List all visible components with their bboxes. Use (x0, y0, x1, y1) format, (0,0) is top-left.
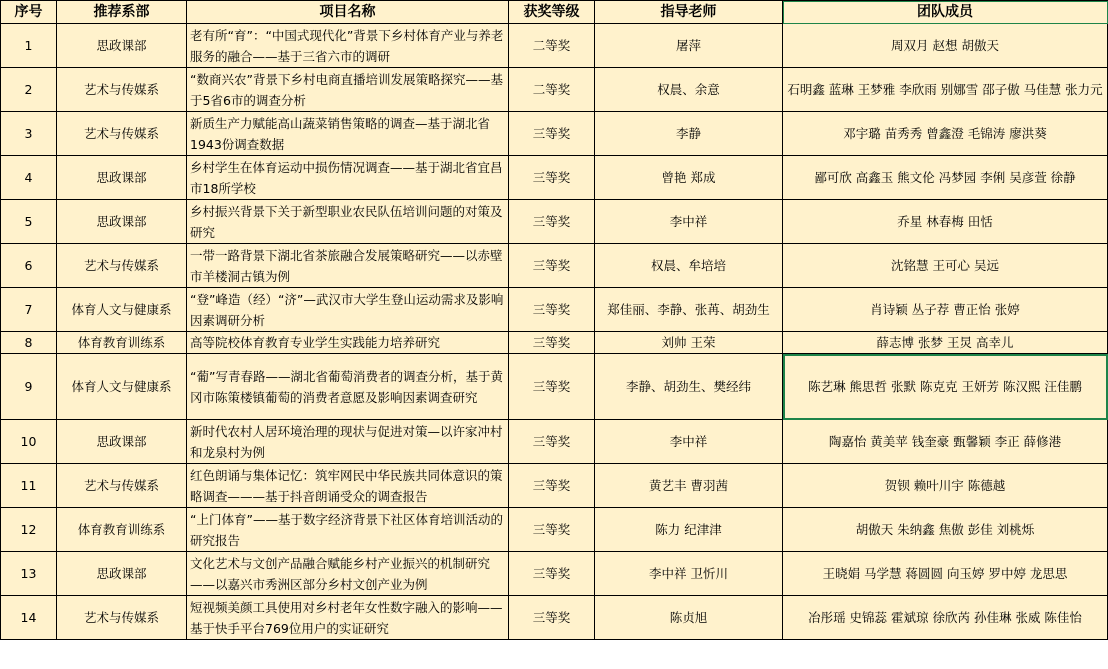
cell-title[interactable]: “登”峰造（经）“济”—武汉市大学生登山运动需求及影响因素调研分析 (187, 288, 509, 332)
cell-title[interactable]: 新时代农村人居环境治理的现状与促进对策—以许家冲村和龙泉村为例 (187, 420, 509, 464)
cell-dept[interactable]: 艺术与传媒系 (57, 244, 187, 288)
cell-award[interactable]: 三等奖 (509, 464, 595, 508)
cell-members[interactable]: 石明鑫 蓝琳 王梦雅 李欣雨 别娜雪 邵子傲 马佳慧 张力元 (783, 68, 1108, 112)
cell-dept[interactable]: 体育人文与健康系 (57, 354, 187, 420)
cell-teacher[interactable]: 李中祥 (595, 200, 783, 244)
cell-title[interactable]: 乡村振兴背景下关于新型职业农民队伍培训问题的对策及研究 (187, 200, 509, 244)
cell-dept[interactable]: 体育人文与健康系 (57, 288, 187, 332)
table-row (1, 200, 1108, 244)
header-members[interactable]: 团队成员 (783, 1, 1108, 24)
cell-teacher[interactable]: 刘帅 王荣 (595, 332, 783, 354)
header-no[interactable]: 序号 (1, 1, 57, 24)
cell-no[interactable]: 9 (1, 354, 57, 420)
cell-title[interactable]: “数商兴农”背景下乡村电商直播培训发展策略探究——基于5省6市的调查分析 (187, 68, 509, 112)
cell-dept[interactable]: 思政课部 (57, 200, 187, 244)
cell-members[interactable]: 鄙可欣 高鑫玉 熊文伦 冯梦园 李俐 吴彦萱 徐静 (783, 156, 1108, 200)
table-row (1, 24, 1108, 68)
cell-members[interactable]: 王晓娟 马学慧 蒋圆圆 向玉婷 罗中婷 龙思思 (783, 552, 1108, 596)
cell-members[interactable]: 肖诗颖 丛子荐 曹正怡 张婷 (783, 288, 1108, 332)
header-row (1, 1, 1108, 24)
cell-dept[interactable]: 思政课部 (57, 24, 187, 68)
cell-dept[interactable]: 思政课部 (57, 552, 187, 596)
cell-no[interactable]: 1 (1, 24, 57, 68)
table-row (1, 596, 1108, 640)
cell-award[interactable]: 三等奖 (509, 552, 595, 596)
table-row (1, 332, 1108, 354)
cell-title[interactable]: 一带一路背景下湖北省茶旅融合发展策略研究——以赤壁市羊楼洞古镇为例 (187, 244, 509, 288)
cell-no[interactable]: 12 (1, 508, 57, 552)
cell-teacher[interactable]: 郑佳丽、李静、张苒、胡劲生 (595, 288, 783, 332)
cell-dept[interactable]: 艺术与传媒系 (57, 464, 187, 508)
cell-award[interactable]: 三等奖 (509, 596, 595, 640)
header-teacher[interactable]: 指导老师 (595, 1, 783, 24)
cell-dept[interactable]: 艺术与传媒系 (57, 68, 187, 112)
cell-no[interactable]: 11 (1, 464, 57, 508)
cell-members[interactable]: 沈铭慧 王可心 吴远 (783, 244, 1108, 288)
cell-award[interactable]: 三等奖 (509, 288, 595, 332)
table-row (1, 552, 1108, 596)
cell-title[interactable]: 老有所“育”：“中国式现代化”背景下乡村体育产业与养老服务的融合——基于三省六市的调研 (187, 24, 509, 68)
table-row (1, 508, 1108, 552)
table-row (1, 354, 1108, 420)
cell-award[interactable]: 三等奖 (509, 508, 595, 552)
cell-title[interactable]: “上门体育”——基于数字经济背景下社区体育培训活动的研究报告 (187, 508, 509, 552)
cell-dept[interactable]: 体育教育训练系 (57, 508, 187, 552)
cell-teacher[interactable]: 李中祥 卫忻川 (595, 552, 783, 596)
cell-no[interactable]: 2 (1, 68, 57, 112)
cell-award[interactable]: 三等奖 (509, 112, 595, 156)
cell-award[interactable]: 三等奖 (509, 332, 595, 354)
cell-title[interactable]: 短视频美颜工具使用对乡村老年女性数字融入的影响——基于快手平台769位用户的实证研究 (187, 596, 509, 640)
cell-teacher[interactable]: 李静 (595, 112, 783, 156)
cell-teacher[interactable]: 屠萍 (595, 24, 783, 68)
cell-members-selected[interactable]: 陈艺琳 熊思哲 张默 陈克克 王妍芳 陈汉熙 汪佳鹏 (783, 354, 1108, 420)
cell-no[interactable]: 7 (1, 288, 57, 332)
cell-members[interactable]: 胡傲天 朱纳鑫 焦傲 彭佳 刘桃烁 (783, 508, 1108, 552)
cell-teacher[interactable]: 黄艺丰 曹羽茜 (595, 464, 783, 508)
header-title[interactable]: 项目名称 (187, 1, 509, 24)
cell-title[interactable]: 红色朗诵与集体记忆：筑牢网民中华民族共同体意识的策略调查———基于抖音朗诵受众的调查报告 (187, 464, 509, 508)
cell-award[interactable]: 三等奖 (509, 354, 595, 420)
cell-title[interactable]: 乡村学生在体育运动中损伤情况调查——基于湖北省宜昌市18所学校 (187, 156, 509, 200)
cell-award[interactable]: 二等奖 (509, 68, 595, 112)
table-row (1, 112, 1108, 156)
cell-no[interactable]: 3 (1, 112, 57, 156)
table-row (1, 244, 1108, 288)
cell-award[interactable]: 三等奖 (509, 244, 595, 288)
cell-dept[interactable]: 思政课部 (57, 156, 187, 200)
cell-no[interactable]: 10 (1, 420, 57, 464)
cell-award[interactable]: 三等奖 (509, 200, 595, 244)
cell-teacher[interactable]: 李中祥 (595, 420, 783, 464)
cell-award[interactable]: 三等奖 (509, 156, 595, 200)
cell-members[interactable]: 乔星 林春梅 田恬 (783, 200, 1108, 244)
cell-teacher[interactable]: 陈贞旭 (595, 596, 783, 640)
cell-members[interactable]: 贺钡 赖叶川宇 陈德越 (783, 464, 1108, 508)
cell-title[interactable]: “葡”写青春路——湖北省葡萄消费者的调查分析，基于黄冈市陈策楼镇葡萄的消费者意愿及影响因素调查研究 (187, 354, 509, 420)
cell-award[interactable]: 二等奖 (509, 24, 595, 68)
cell-members[interactable]: 陶嘉怡 黄美苹 钱奎豪 甄馨颖 李正 薛修港 (783, 420, 1108, 464)
cell-dept[interactable]: 体育教育训练系 (57, 332, 187, 354)
cell-dept[interactable]: 艺术与传媒系 (57, 596, 187, 640)
cell-no[interactable]: 8 (1, 332, 57, 354)
cell-teacher[interactable]: 李静、胡劲生、樊经纬 (595, 354, 783, 420)
table-row (1, 68, 1108, 112)
header-dept[interactable]: 推荐系部 (57, 1, 187, 24)
cell-teacher[interactable]: 权晨、余意 (595, 68, 783, 112)
cell-no[interactable]: 5 (1, 200, 57, 244)
table-row (1, 156, 1108, 200)
cell-no[interactable]: 6 (1, 244, 57, 288)
cell-title[interactable]: 新质生产力赋能高山蔬菜销售策略的调查—基于湖北省1943份调查数据 (187, 112, 509, 156)
cell-dept[interactable]: 思政课部 (57, 420, 187, 464)
cell-members[interactable]: 薛志博 张梦 王炅 高幸儿 (783, 332, 1108, 354)
cell-teacher[interactable]: 曾艳 郑成 (595, 156, 783, 200)
table-row (1, 420, 1108, 464)
cell-members[interactable]: 周双月 赵想 胡傲天 (783, 24, 1108, 68)
cell-title[interactable]: 文化艺术与文创产品融合赋能乡村产业振兴的机制研究——以嘉兴市秀洲区部分乡村文创产业为例 (187, 552, 509, 596)
header-award[interactable]: 获奖等级 (509, 1, 595, 24)
cell-teacher[interactable]: 权晨、牟培培 (595, 244, 783, 288)
cell-no[interactable]: 4 (1, 156, 57, 200)
cell-members[interactable]: 冶彤瑶 史锦蕊 霍斌琼 徐欣芮 孙佳琳 张威 陈佳怡 (783, 596, 1108, 640)
table-row (1, 288, 1108, 332)
cell-dept[interactable]: 艺术与传媒系 (57, 112, 187, 156)
cell-no[interactable]: 13 (1, 552, 57, 596)
table-row (1, 464, 1108, 508)
cell-teacher[interactable]: 陈力 纪津津 (595, 508, 783, 552)
cell-no[interactable]: 14 (1, 596, 57, 640)
cell-award[interactable]: 三等奖 (509, 420, 595, 464)
cell-members[interactable]: 邓宇璐 苗秀秀 曾鑫澄 毛锦涛 廖洪葵 (783, 112, 1108, 156)
cell-title[interactable]: 高等院校体育教育专业学生实践能力培养研究 (187, 332, 509, 354)
